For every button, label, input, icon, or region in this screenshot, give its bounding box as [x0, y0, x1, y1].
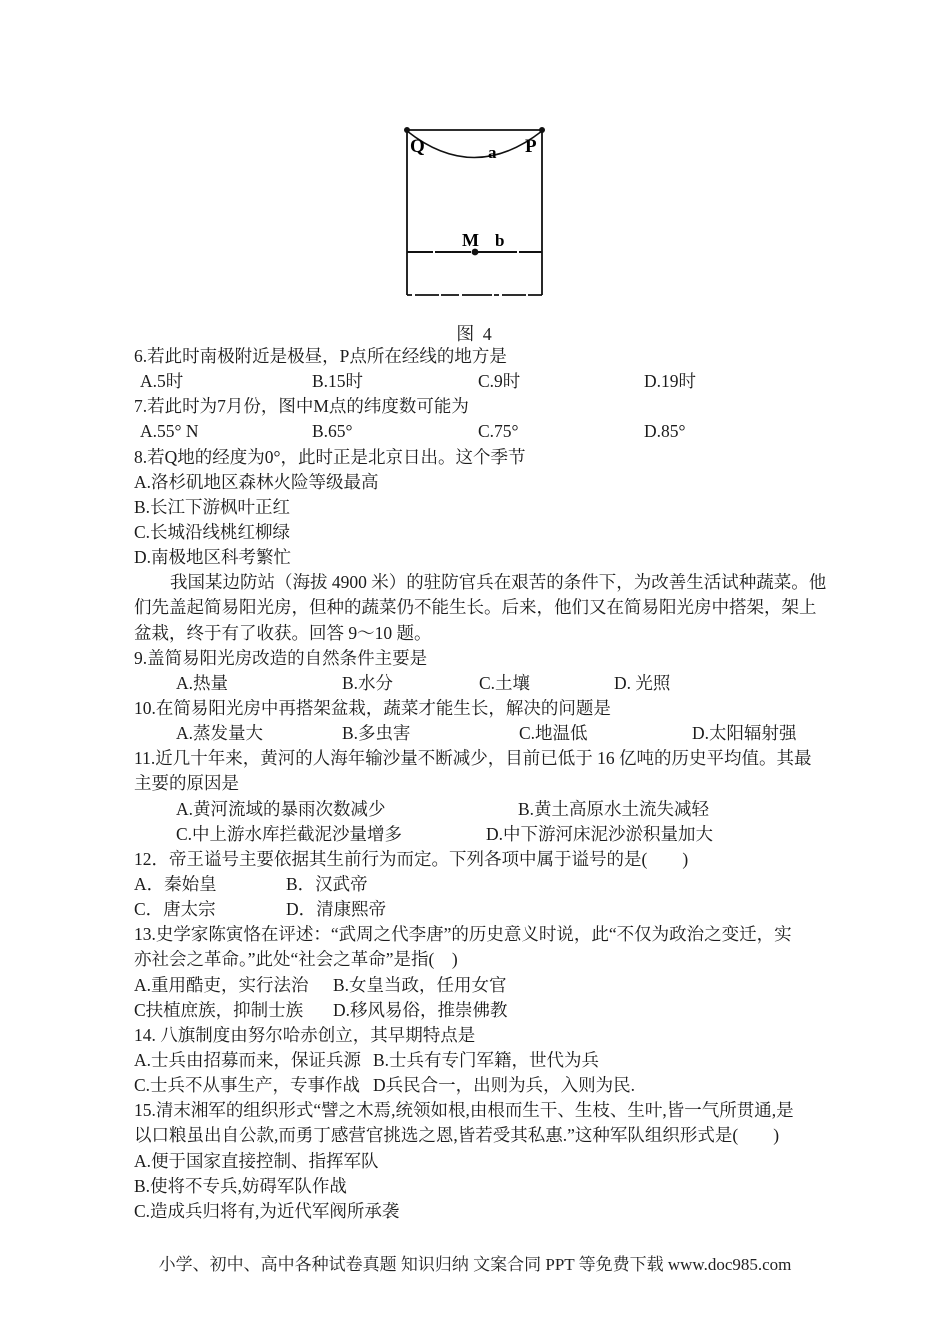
doc-line: 主要的原因是 — [134, 773, 239, 794]
doc-line: 10.在简易阳光房中再搭架盆栽，蔬菜才能生长，解决的问题是 — [134, 697, 611, 718]
option-row — [134, 897, 874, 922]
label-a: a — [488, 143, 497, 162]
doc-line: C.造成兵归将有,为近代军阀所承袭 — [134, 1200, 400, 1221]
label-q: Q — [410, 136, 425, 157]
option-item: C扶植庶族，抑制士族 — [134, 999, 304, 1020]
figure-4 — [400, 122, 550, 302]
doc-line: 13.史学家陈寅恪在评述：“武周之代李唐”的历史意义时说，此“不仅为政治之变迁，实 — [134, 924, 792, 945]
doc-line: B.长江下游枫叶正红 — [134, 496, 291, 517]
doc-line: 盆栽，终于有了收获。回答 9～10 题。 — [134, 622, 432, 643]
option-item: B．汉武帝 — [286, 873, 368, 894]
doc-line: 我国某边防站（海拔 4900 米）的驻防官兵在艰苦的条件下，为改善生活试种蔬菜。他 — [170, 572, 827, 593]
doc-line: 亦社会之革命。”此处“社会之革命”是指( ) — [134, 949, 458, 970]
label-b: b — [495, 231, 505, 250]
doc-line: 14. 八旗制度由努尔哈赤创立，其早期特点是 — [134, 1024, 476, 1045]
doc-line: A.洛杉矶地区森林火险等级最高 — [134, 471, 379, 492]
footer-note: 小学、初中、高中各种试卷真题 知识归纳 文案合同 PPT 等免费下载 www.doc985.com — [158, 1255, 792, 1274]
option-row — [134, 872, 874, 897]
doc-line: 6.若此时南极附近是极昼，P点所在经线的地方是 — [134, 346, 507, 366]
option-item: D. 光照 — [614, 672, 671, 693]
option-row — [134, 1048, 874, 1073]
option-item: B.士兵有专门军籍，世代为兵 — [373, 1049, 600, 1070]
option-row — [134, 822, 874, 847]
option-row — [134, 797, 874, 822]
figure-caption: 图 4 — [456, 324, 494, 344]
doc-line: 以口粮虽出自公款,而勇丁感营官挑选之恩,皆若受其私惠.”这种军队组织形式是( ) — [134, 1125, 780, 1146]
option-item: C.士兵不从事生产，专事作战 — [134, 1075, 361, 1096]
option-item: B.黄土高原水土流失减轻 — [518, 798, 710, 819]
option-row — [134, 369, 874, 394]
option-item: A.5时 — [140, 371, 184, 392]
doc-line: B.使将不专兵,妨碍军队作战 — [134, 1175, 347, 1196]
option-item: D.19时 — [644, 371, 697, 392]
option-row — [134, 419, 874, 444]
option-item: A.士兵由招募而来，保证兵源 — [134, 1049, 362, 1070]
label-m: M — [462, 230, 479, 250]
option-item: C．唐太宗 — [134, 899, 216, 920]
option-item: D.中下游河床泥沙淤积量加大 — [486, 823, 714, 844]
option-item: C.土壤 — [479, 672, 531, 693]
point-p — [539, 127, 545, 133]
option-row — [134, 998, 874, 1023]
option-item: B.女皇当政，任用女官 — [333, 974, 507, 995]
option-item: D.太阳辐射强 — [692, 723, 797, 744]
option-item: A.55° N — [140, 421, 199, 442]
doc-line: C.长城沿线桃红柳绿 — [134, 521, 291, 542]
option-item: B.65° — [312, 421, 353, 442]
option-item: B.15时 — [312, 371, 364, 392]
document-body — [134, 344, 874, 1224]
option-row — [134, 721, 874, 746]
option-item: A.重用酷吏，实行法治 — [134, 974, 309, 995]
doc-line: 9.盖简易阳光房改造的自然条件主要是 — [134, 647, 428, 668]
option-row — [134, 1073, 874, 1098]
doc-line: 12．帝王谥号主要依据其生前行为而定。下列各项中属于谥号的是( ) — [134, 848, 689, 869]
doc-line: 8.若Q地的经度为0°，此时正是北京日出。这个季节 — [134, 446, 526, 467]
option-item: C.中上游水库拦截泥沙量增多 — [176, 823, 403, 844]
option-item: A.热量 — [176, 672, 229, 693]
option-item: B.水分 — [342, 672, 394, 693]
option-item: C.75° — [478, 421, 519, 442]
option-item: A.黄河流域的暴雨次数减少 — [176, 798, 386, 819]
doc-line: A.便于国家直接控制、指挥军队 — [134, 1150, 379, 1171]
doc-line: 15.清末湘军的组织形式“譬之木焉,统领如根,由根而生干、生枝、生叶,皆一气所贯通,是 — [134, 1100, 794, 1121]
option-item: B.多虫害 — [342, 723, 411, 744]
doc-line: 7.若此时为7月份，图中M点的纬度数可能为 — [134, 396, 469, 417]
figure-4-diagram — [400, 122, 550, 302]
option-row — [134, 671, 874, 696]
option-item: D.移风易俗，推崇佛教 — [333, 999, 508, 1020]
point-q — [404, 127, 410, 133]
option-item: C.9时 — [478, 371, 521, 392]
doc-line: 们先盖起简易阳光房，但种的蔬菜仍不能生长。后来，他们又在简易阳光房中搭架，架上 — [134, 597, 817, 618]
option-item: C.地温低 — [519, 723, 588, 744]
doc-line: 11.近几十年来，黄河的人海年输沙量不断减少，目前已低于 16 亿吨的历史平均值。其最 — [134, 748, 812, 769]
option-item: A．秦始皇 — [134, 873, 217, 894]
curve-a — [407, 131, 542, 158]
option-item: A.蒸发量大 — [176, 723, 264, 744]
option-row — [134, 973, 874, 998]
option-item: D．清康熙帝 — [286, 899, 387, 920]
label-p: P — [525, 136, 537, 157]
option-item: D.85° — [644, 421, 686, 442]
doc-line: D.南极地区科考繁忙 — [134, 547, 292, 568]
option-item: D兵民合一，出则为兵，入则为民. — [373, 1075, 636, 1096]
